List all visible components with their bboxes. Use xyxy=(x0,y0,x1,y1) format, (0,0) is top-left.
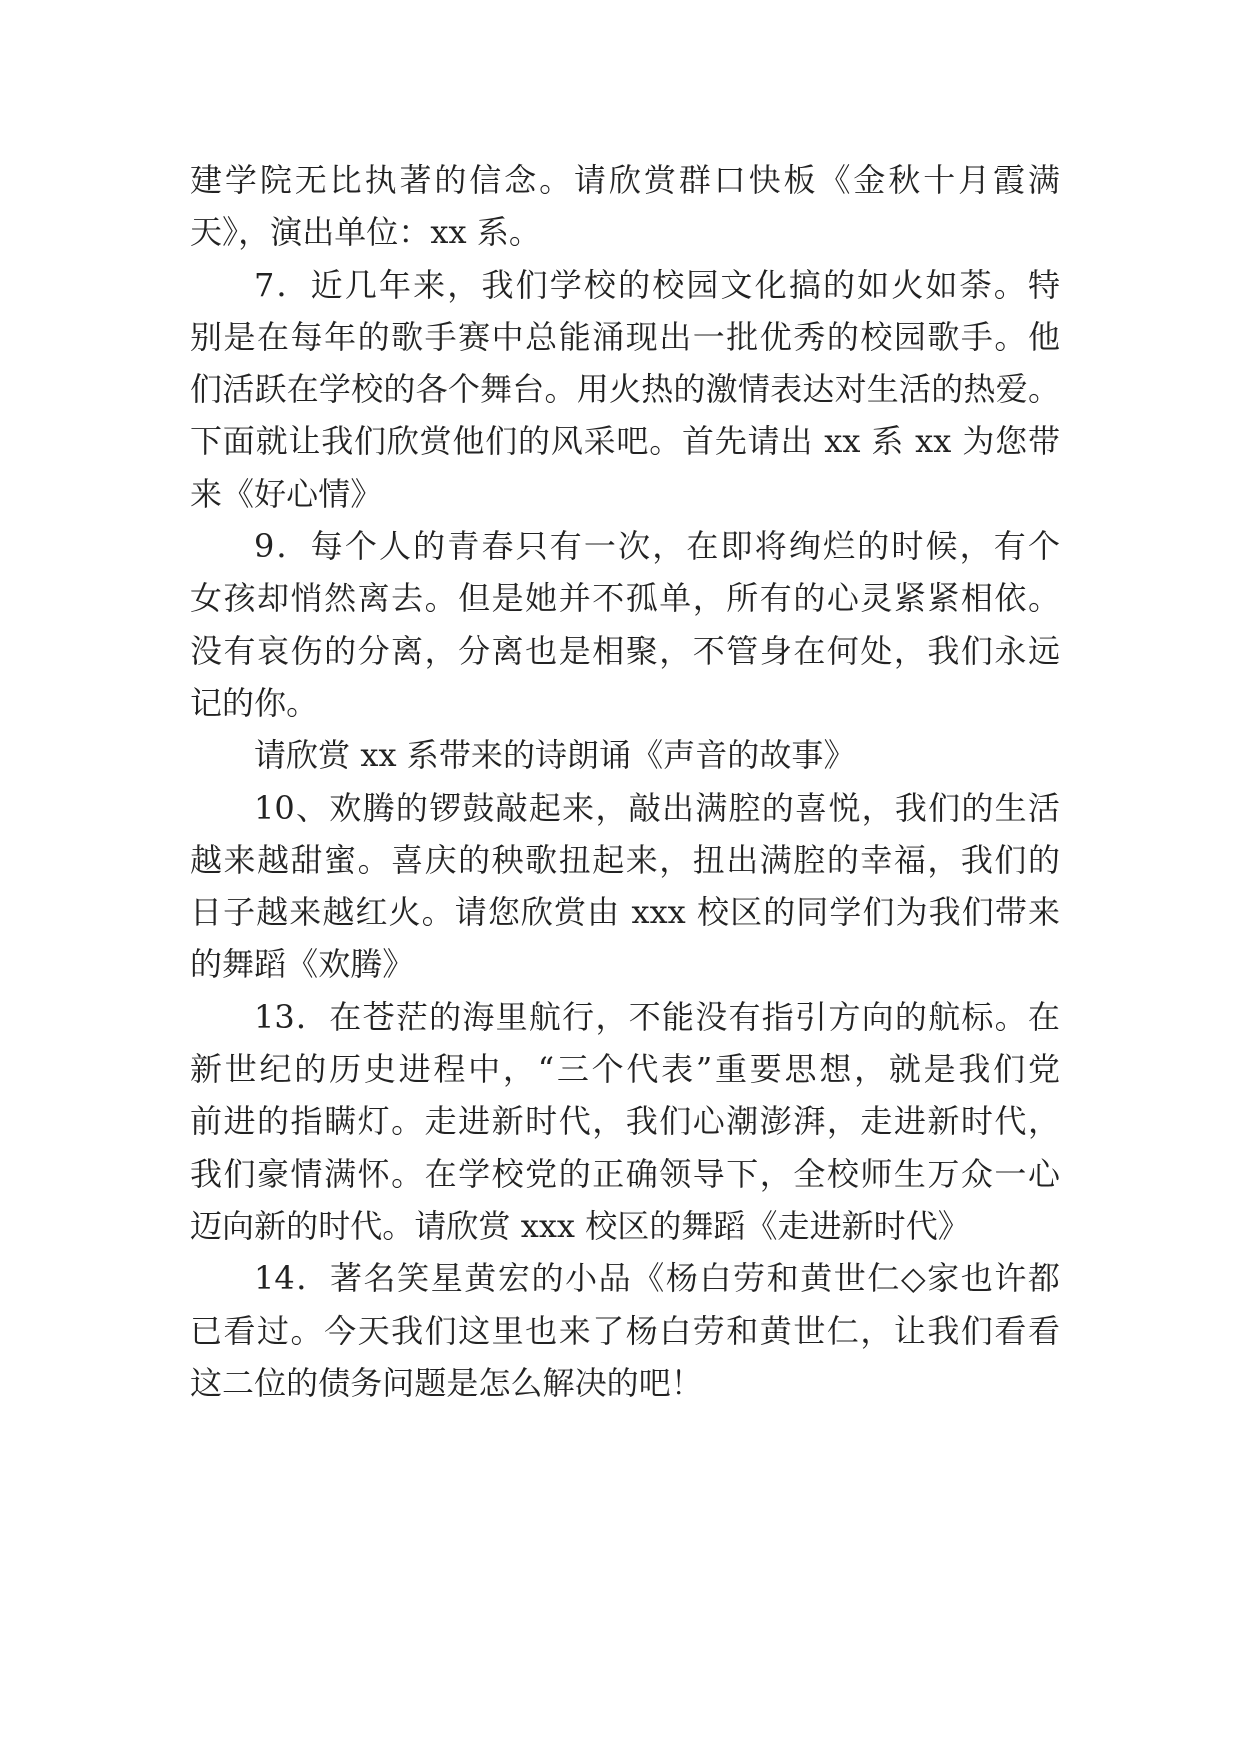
text-line: 迈向新的时代。请欣赏 xxx 校区的舞蹈《走进新时代》 xyxy=(190,1206,970,1245)
text-line: 的舞蹈《欢腾》 xyxy=(190,945,415,984)
paragraph-start-line: 14．著名笑星黄宏的小品《杨白劳和黄世仁◇家也许都 xyxy=(254,1259,1060,1298)
text-line: 我们豪情满怀。在学校党的正确领导下，全校师生万众一心 xyxy=(190,1154,1060,1193)
paragraph-start-line: 10、欢腾的锣鼓敲起来，敲出满腔的喜悦，我们的生活 xyxy=(254,788,1060,827)
text-line: 没有哀伤的分离，分离也是相聚，不管身在何处，我们永远 xyxy=(190,631,1060,670)
paragraph-start-line: 7．近几年来，我们学校的校园文化搞的如火如荼。特 xyxy=(254,265,1060,304)
text-line: 这二位的债务问题是怎么解决的吧！ xyxy=(190,1363,703,1402)
paragraph-start-line: 请欣赏 xx 系带来的诗朗诵《声音的故事》 xyxy=(254,736,856,775)
text-line: 已看过。今天我们这里也来了杨白劳和黄世仁，让我们看看 xyxy=(190,1311,1060,1350)
text-line: 们活跃在学校的各个舞台。用火热的激情表达对生活的热爱。 xyxy=(190,370,1060,409)
text-line: 别是在每年的歌手赛中总能涌现出一批优秀的校园歌手。他 xyxy=(190,317,1060,356)
paragraph-start-line: 13．在苍茫的海里航行，不能没有指引方向的航标。在 xyxy=(254,997,1060,1036)
text-line: 新世纪的历史进程中，“三个代表”重要思想，就是我们党 xyxy=(190,1050,1060,1089)
text-line: 下面就让我们欣赏他们的风采吧。首先请出 xx 系 xx 为您带 xyxy=(190,422,1060,461)
text-line: 天》，演出单位：xx 系。 xyxy=(190,213,541,252)
text-line: 越来越甜蜜。喜庆的秧歌扭起来，扭出满腔的幸福，我们的 xyxy=(190,840,1060,879)
paragraph-start-line: 9．每个人的青春只有一次，在即将绚烂的时候，有个 xyxy=(254,527,1060,566)
text-line: 来《好心情》 xyxy=(190,474,383,513)
text-line: 记的你。 xyxy=(190,683,319,722)
text-line: 建学院无比执著的信念。请欣赏群口快板《金秋十月霞满 xyxy=(190,161,1060,199)
text-line: 女孩却悄然离去。但是她并不孤单，所有的心灵紧紧相依。 xyxy=(190,579,1060,618)
text-line: 日子越来越红火。请您欣赏由 xxx 校区的同学们为我们带来 xyxy=(190,893,1060,932)
text-line: 前进的指瞒灯。走进新时代，我们心潮澎湃，走进新时代， xyxy=(190,1102,1060,1141)
document-body xyxy=(190,154,1060,1409)
